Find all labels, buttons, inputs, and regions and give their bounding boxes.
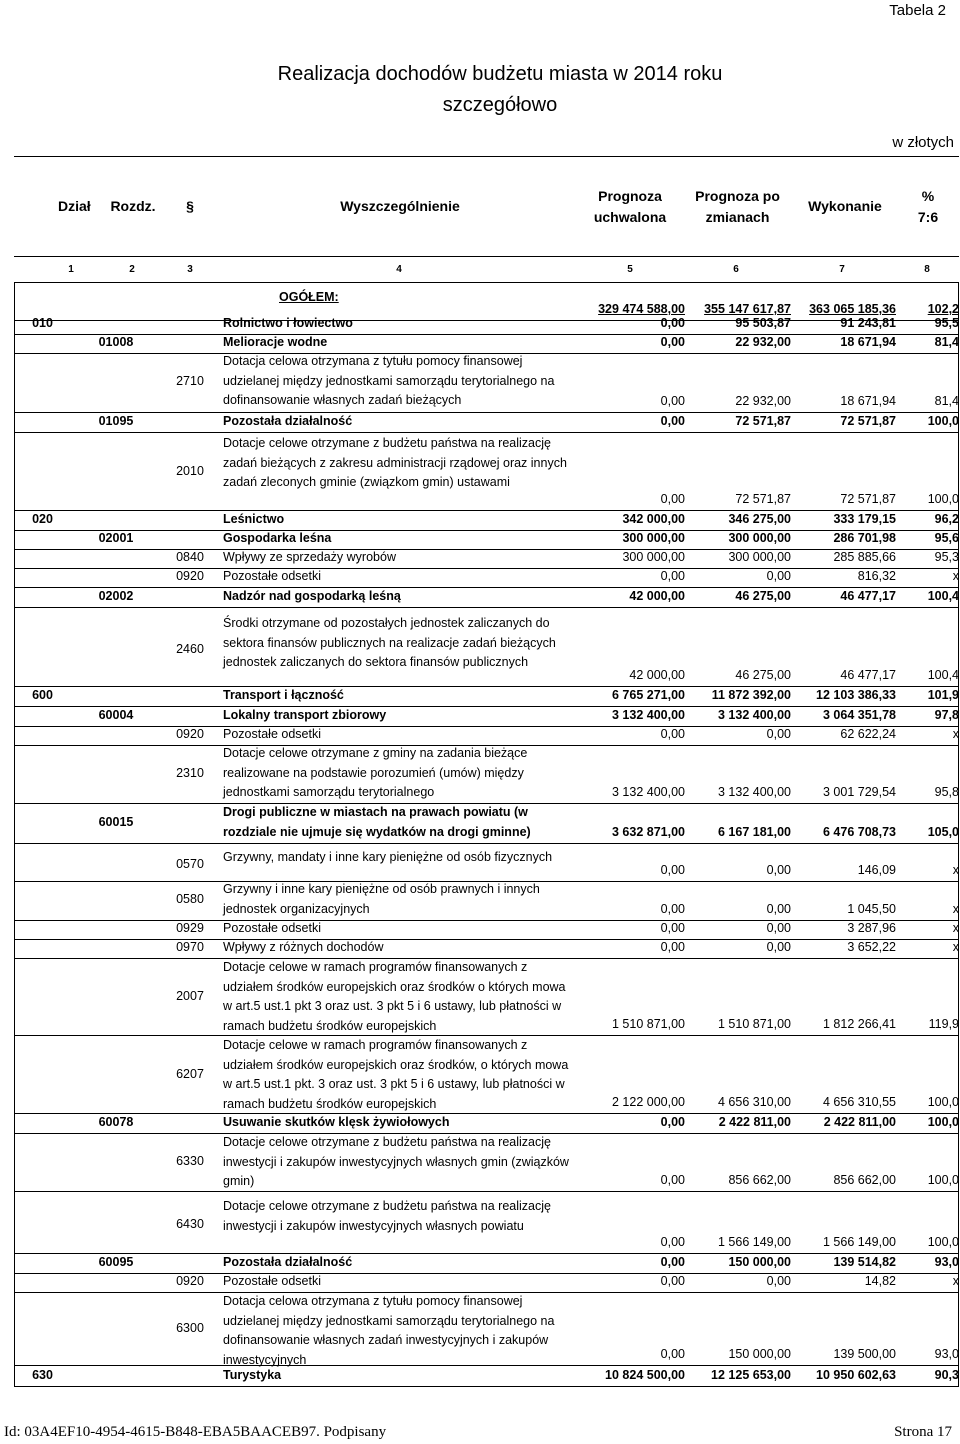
row-divider: [14, 1035, 959, 1036]
wykonanie-value: 18 671,94: [840, 394, 896, 408]
wykonanie-value: 856 662,00: [833, 1173, 896, 1187]
row-description: Lokalny transport zbiorowy: [223, 708, 387, 722]
row-description: OGÓŁEM:: [279, 290, 339, 304]
prognoza-uchwalona-value: 329 474 588,00: [598, 302, 685, 316]
wykonanie-value: 3 287,96: [847, 921, 896, 935]
wykonanie-value: 286 701,98: [833, 531, 896, 545]
dzial-code: 020: [32, 512, 53, 526]
wykonanie-value: 1 812 266,41: [823, 1017, 896, 1031]
paragraph-code: 6330: [176, 1154, 204, 1168]
table-border: [958, 282, 959, 1386]
table-row: [14, 587, 959, 607]
row-divider: [14, 510, 959, 511]
wykonanie-value: 62 622,24: [840, 727, 896, 741]
wykonanie-value: 10 950 602,63: [816, 1368, 896, 1382]
prognoza-uchwalona-value: 2 122 000,00: [612, 1095, 685, 1109]
document-id-footer: Id: 03A4EF10-4954-4615-B848-EBA5BAACEB97. Podpisany: [4, 1424, 387, 1440]
prognoza-po-zmianach-value: 22 932,00: [735, 335, 791, 349]
percent-value: x: [952, 727, 959, 741]
row-description: Środki otrzymane od pozostałych jednostek zaliczanych do sektora finansów publicznych na realizacje zadań bieżących jednostek zaliczanych do sektora finansów publicznych: [223, 616, 556, 669]
rozdzial-code: 60095: [98, 1255, 134, 1269]
prognoza-uchwalona-value: 0,00: [660, 492, 685, 506]
prognoza-po-zmianach-value: 3 132 400,00: [718, 785, 791, 799]
prognoza-uchwalona-value: 0,00: [660, 414, 685, 428]
wykonanie-value: 18 671,94: [840, 335, 896, 349]
wykonanie-value: 139 500,00: [833, 1347, 896, 1361]
wykonanie-value: 46 477,17: [840, 668, 896, 682]
row-divider: [14, 939, 959, 940]
wykonanie-value: 2 422 811,00: [823, 1115, 896, 1129]
prognoza-uchwalona-value: 3 632 871,00: [612, 825, 685, 839]
row-description: Pozostałe odsetki: [223, 921, 321, 935]
prognoza-po-zmianach-value: 300 000,00: [728, 550, 791, 564]
wykonanie-value: 146,09: [857, 863, 896, 877]
col-v4-header-b: 7:6: [917, 209, 939, 225]
col-dzial-header: Dział: [58, 198, 91, 214]
prognoza-po-zmianach-value: 2 422 811,00: [718, 1115, 791, 1129]
prognoza-uchwalona-value: 342 000,00: [622, 512, 685, 526]
col-number-5: 5: [627, 264, 633, 275]
table-row: [14, 919, 959, 939]
percent-value: 100,0: [927, 1235, 959, 1249]
percent-value: 90,3: [934, 1368, 959, 1382]
prognoza-po-zmianach-value: 0,00: [766, 569, 791, 583]
row-divider: [14, 320, 959, 321]
row-divider: [14, 1191, 959, 1192]
prognoza-uchwalona-value: 300 000,00: [622, 531, 685, 545]
row-description: Melioracje wodne: [223, 335, 328, 349]
row-description: Grzywny, mandaty i inne kary pieniężne od osób fizycznych: [223, 850, 553, 864]
percent-value: 95,8: [934, 785, 959, 799]
prognoza-po-zmianach-value: 0,00: [766, 902, 791, 916]
prognoza-po-zmianach-value: 46 275,00: [735, 668, 791, 682]
wykonanie-value: 91 243,81: [840, 316, 896, 330]
percent-value: 95,5: [934, 316, 959, 330]
wykonanie-value: 12 103 386,33: [816, 688, 896, 702]
prognoza-po-zmianach-value: 3 132 400,00: [718, 708, 791, 722]
paragraph-code: 6430: [176, 1217, 204, 1231]
table-row: [14, 1133, 959, 1191]
wykonanie-value: 139 514,82: [833, 1255, 896, 1269]
paragraph-code: 2710: [176, 374, 204, 388]
prognoza-po-zmianach-value: 0,00: [766, 921, 791, 935]
table-row: [14, 352, 959, 412]
table-row: [14, 880, 959, 920]
prognoza-po-zmianach-value: 6 167 181,00: [718, 825, 791, 839]
prognoza-po-zmianach-value: 4 656 310,00: [718, 1095, 791, 1109]
col-number-1: 1: [68, 264, 74, 275]
col-number-7: 7: [839, 264, 845, 275]
percent-value: 102,2: [927, 302, 959, 316]
row-description: Pozostałe odsetki: [223, 1274, 321, 1288]
row-description: Pozostała działalność: [223, 414, 353, 428]
prognoza-uchwalona-value: 0,00: [660, 921, 685, 935]
row-description: Dotacje celowe w ramach programów finansowanych z udziałem środków europejskich oraz środków, o których mowa w art.5 ust.1 pkt. 3 oraz ust. 3 pkt 5 i 6 ustawy, lub płatności w ramach budżetu środków europejskich: [223, 1038, 569, 1111]
prognoza-uchwalona-value: 0,00: [660, 316, 685, 330]
row-divider: [14, 958, 959, 959]
row-description: Pozostała działalność: [223, 1255, 353, 1269]
col-v2-header-a: Prognoza po: [695, 188, 780, 204]
table-row: [14, 686, 959, 706]
row-divider: [14, 706, 959, 707]
row-divider: [14, 1273, 959, 1274]
table-label: Tabela 2: [889, 2, 946, 19]
table-row: [14, 725, 959, 745]
row-description: Wpływy z różnych dochodów: [223, 940, 384, 954]
table-row: [14, 958, 959, 1035]
percent-value: 81,4: [934, 394, 959, 408]
prognoza-po-zmianach-value: 346 275,00: [728, 512, 791, 526]
row-description: Gospodarka leśna: [223, 531, 332, 545]
row-divider: [14, 412, 959, 413]
prognoza-uchwalona-value: 0,00: [660, 727, 685, 741]
prognoza-po-zmianach-value: 355 147 617,87: [704, 302, 791, 316]
wykonanie-value: 46 477,17: [840, 589, 896, 603]
paragraph-code: 2460: [176, 642, 204, 656]
percent-value: 105,0: [927, 825, 959, 839]
wykonanie-value: 1 566 149,00: [823, 1235, 896, 1249]
table-row: [14, 510, 959, 530]
wykonanie-value: 72 571,87: [840, 414, 896, 428]
row-divider: [14, 920, 959, 921]
table-row: [14, 1292, 959, 1365]
col-v2-header-b: zmianach: [705, 209, 770, 225]
paragraph-code: 0920: [176, 1274, 204, 1288]
row-description: Dotacje celowe otrzymane z budżetu państwa na realizację zadań bieżących z zakresu administracji rządowej oraz innych zadań zleconych gminie (związkom gmin) ustawami: [223, 436, 567, 489]
row-divider: [14, 1386, 959, 1387]
percent-value: x: [952, 569, 959, 583]
percent-value: 81,4: [934, 335, 959, 349]
percent-value: 119,9: [928, 1017, 959, 1031]
table-row: [14, 848, 959, 881]
prognoza-po-zmianach-value: 150 000,00: [728, 1347, 791, 1361]
col-paragraph-header: §: [186, 198, 194, 214]
prognoza-uchwalona-value: 3 132 400,00: [612, 708, 685, 722]
row-divider: [14, 607, 959, 608]
prognoza-uchwalona-value: 10 824 500,00: [605, 1368, 685, 1382]
paragraph-code: 2310: [176, 766, 204, 780]
table-row: [14, 529, 959, 549]
rozdzial-code: 60078: [98, 1115, 134, 1129]
table-border: [14, 282, 15, 1386]
prognoza-po-zmianach-value: 0,00: [766, 1274, 791, 1288]
prognoza-po-zmianach-value: 0,00: [766, 727, 791, 741]
rozdzial-code: 02002: [98, 589, 134, 603]
percent-value: 95,6: [934, 531, 959, 545]
prognoza-uchwalona-value: 0,00: [660, 569, 685, 583]
wykonanie-value: 4 656 310,55: [823, 1095, 896, 1109]
prognoza-uchwalona-value: 0,00: [660, 1235, 685, 1249]
wykonanie-value: 3 001 729,54: [823, 785, 896, 799]
table-row: [14, 1253, 959, 1273]
table-row: [14, 1272, 959, 1292]
table-row: [14, 1197, 959, 1253]
row-divider: [14, 686, 959, 687]
row-divider: [14, 530, 959, 531]
row-description: Turystyka: [223, 1368, 282, 1382]
col-number-3: 3: [187, 264, 193, 275]
row-divider: [14, 1253, 959, 1254]
row-description: Dotacja celowa otrzymana z tytułu pomocy finansowej udzielanej między jednostkami samorządu terytorialnego na dofinansowanie własnych zadań bieżących: [223, 354, 555, 407]
table-row: [14, 548, 959, 568]
row-description: Dotacje celowe otrzymane z budżetu państwa na realizację inwestycji i zakupów inwestycyjnych własnych powiatu: [223, 1199, 551, 1233]
prognoza-po-zmianach-value: 72 571,87: [735, 492, 791, 506]
row-description: Grzywny i inne kary pieniężne od osób prawnych i innych jednostek organizacyjnych: [223, 882, 540, 916]
page-number: Strona 17: [894, 1424, 952, 1440]
col-number-6: 6: [733, 264, 739, 275]
row-divider: [14, 726, 959, 727]
col-rozdz-header: Rozdz.: [110, 198, 156, 214]
prognoza-po-zmianach-value: 150 000,00: [728, 1255, 791, 1269]
row-divider: [14, 334, 959, 335]
prognoza-uchwalona-value: 42 000,00: [629, 589, 685, 603]
percent-value: 97,8: [934, 708, 959, 722]
row-description: Wpływy ze sprzedaży wyrobów: [223, 550, 396, 564]
paragraph-code: 0920: [176, 569, 204, 583]
page-subtitle: szczegółowo: [442, 94, 558, 116]
row-divider: [14, 568, 959, 569]
col-number-8: 8: [924, 264, 930, 275]
row-description: Rolnictwo i łowiectwo: [223, 316, 353, 330]
prognoza-po-zmianach-value: 12 125 653,00: [711, 1368, 791, 1382]
row-description: Pozostałe odsetki: [223, 727, 321, 741]
table-row: [14, 744, 959, 803]
table-row: [14, 567, 959, 587]
row-description: Dotacje celowe w ramach programów finansowanych z udziałem środków europejskich oraz środków o których mowa w art.5 ust.1 pkt 3 oraz ust. 3 pkt 5 i 6 ustawy, lub płatności w ramach budżetu środków europejskich: [223, 960, 566, 1033]
paragraph-code: 0929: [176, 921, 204, 935]
prognoza-po-zmianach-value: 72 571,87: [735, 414, 791, 428]
prognoza-uchwalona-value: 0,00: [660, 1255, 685, 1269]
prognoza-uchwalona-value: 42 000,00: [629, 668, 685, 682]
prognoza-uchwalona-value: 0,00: [660, 1115, 685, 1129]
row-description: Dotacja celowa otrzymana z tytułu pomocy finansowej udzielanej między jednostkami samorządu terytorialnego na dofinansowanie własnych zadań inwestycyjnych i zakupów inwestycyjnych: [223, 1294, 555, 1367]
wykonanie-value: 333 179,15: [833, 512, 896, 526]
row-description: Dotacje celowe otrzymane z budżetu państwa na realizację inwestycji i zakupów inwestycyjnych własnych gmin (związków gmin): [223, 1135, 569, 1188]
prognoza-uchwalona-value: 0,00: [660, 940, 685, 954]
wykonanie-value: 816,32: [857, 569, 896, 583]
prognoza-po-zmianach-value: 11 872 392,00: [711, 688, 791, 702]
row-description: Transport i łączność: [223, 688, 344, 702]
prognoza-po-zmianach-value: 0,00: [766, 863, 791, 877]
row-divider: [14, 745, 959, 746]
table-row: [14, 333, 959, 353]
row-divider: [14, 1133, 959, 1134]
row-divider: [14, 1365, 959, 1366]
page-title: Realizacja dochodów budżetu miasta w 2014 roku: [277, 63, 723, 85]
rozdzial-code: 01095: [98, 414, 134, 428]
unit-label: w złotych: [892, 134, 954, 151]
percent-value: 100,0: [927, 492, 959, 506]
row-divider: [14, 1292, 959, 1293]
prognoza-uchwalona-value: 3 132 400,00: [612, 785, 685, 799]
paragraph-code: 0580: [176, 892, 204, 906]
percent-value: 95,3: [934, 550, 959, 564]
row-divider: [14, 803, 959, 804]
percent-value: x: [952, 902, 959, 916]
prognoza-po-zmianach-value: 1 510 871,00: [718, 1017, 791, 1031]
wykonanie-value: 363 065 185,36: [809, 302, 896, 316]
row-divider: [14, 587, 959, 588]
row-divider: [14, 881, 959, 882]
percent-value: 101,9: [927, 688, 959, 702]
col-v4-header-a: %: [921, 188, 935, 204]
paragraph-code: 2010: [176, 464, 204, 478]
dzial-code: 630: [32, 1368, 53, 1382]
prognoza-uchwalona-value: 0,00: [660, 863, 685, 877]
paragraph-code: 0970: [176, 940, 204, 954]
percent-value: 100,0: [927, 1115, 959, 1129]
prognoza-po-zmianach-value: 300 000,00: [728, 531, 791, 545]
wykonanie-value: 6 476 708,73: [823, 825, 896, 839]
row-divider: [14, 353, 959, 354]
prognoza-po-zmianach-value: 46 275,00: [735, 589, 791, 603]
percent-value: x: [952, 921, 959, 935]
col-number-4: 4: [396, 264, 402, 275]
col-v1-header-b: uchwalona: [593, 209, 667, 225]
wykonanie-value: 1 045,50: [847, 902, 896, 916]
percent-value: 100,4: [927, 589, 959, 603]
col-desc-header: Wyszczególnienie: [340, 198, 460, 214]
prognoza-uchwalona-value: 300 000,00: [622, 550, 685, 564]
rozdzial-code: 60015: [98, 815, 134, 829]
prognoza-po-zmianach-value: 22 932,00: [735, 394, 791, 408]
table-row: [14, 434, 959, 510]
prognoza-po-zmianach-value: 95 503,87: [735, 316, 791, 330]
paragraph-code: 0570: [176, 857, 204, 871]
wykonanie-value: 14,82: [864, 1274, 896, 1288]
paragraph-code: 6300: [176, 1321, 204, 1335]
table-row: [14, 1036, 959, 1113]
row-divider: [14, 549, 959, 550]
percent-value: x: [952, 940, 959, 954]
table-row: [14, 614, 959, 686]
rozdzial-code: 02001: [98, 531, 134, 545]
dzial-code: 600: [32, 688, 53, 702]
wykonanie-value: 3 652,22: [847, 940, 896, 954]
paragraph-code: 0920: [176, 727, 204, 741]
percent-value: 100,0: [927, 1173, 959, 1187]
percent-value: 100,0: [927, 1095, 959, 1109]
prognoza-uchwalona-value: 6 765 271,00: [612, 688, 685, 702]
table-row: [14, 314, 959, 334]
percent-value: x: [952, 863, 959, 877]
row-description: Usuwanie skutków klęsk żywiołowych: [223, 1115, 450, 1129]
table-row: [14, 803, 959, 843]
table-row: [14, 412, 959, 432]
col-v3-header: Wykonanie: [808, 198, 882, 214]
dzial-code: 010: [32, 316, 53, 330]
row-description: Nadzór nad gospodarką leśną: [223, 589, 401, 603]
col-number-2: 2: [129, 264, 135, 275]
paragraph-code: 0840: [176, 550, 204, 564]
wykonanie-value: 285 885,66: [833, 550, 896, 564]
percent-value: 100,4: [927, 668, 959, 682]
rozdzial-code: 01008: [98, 335, 134, 349]
prognoza-po-zmianach-value: 856 662,00: [728, 1173, 791, 1187]
percent-value: 96,2: [934, 512, 959, 526]
prognoza-po-zmianach-value: 0,00: [766, 940, 791, 954]
percent-value: 93,0: [934, 1347, 959, 1361]
paragraph-code: 6207: [176, 1067, 204, 1081]
prognoza-uchwalona-value: 0,00: [660, 394, 685, 408]
paragraph-code: 2007: [176, 989, 204, 1003]
table-row: [14, 706, 959, 726]
row-description: Dotacje celowe otrzymane z gminy na zadania bieżące realizowane na podstawie porozumień (umów) między jednostkami samorządu terytorialnego: [223, 746, 528, 799]
prognoza-uchwalona-value: 0,00: [660, 1347, 685, 1361]
prognoza-uchwalona-value: 1 510 871,00: [612, 1017, 685, 1031]
rozdzial-code: 60004: [98, 708, 134, 722]
col-v1-header-a: Prognoza: [598, 188, 662, 204]
percent-value: 93,0: [934, 1255, 959, 1269]
row-divider: [14, 432, 959, 433]
percent-value: 100,0: [927, 414, 959, 428]
wykonanie-value: 3 064 351,78: [823, 708, 896, 722]
row-description: Drogi publiczne w miastach na prawach powiatu (w rozdziale nie ujmuje się wydatków na drogi gminne): [223, 805, 531, 839]
row-divider: [14, 1113, 959, 1114]
table-row: [14, 1366, 959, 1386]
wykonanie-value: 72 571,87: [840, 492, 896, 506]
percent-value: x: [952, 1274, 959, 1288]
row-description: Pozostałe odsetki: [223, 569, 321, 583]
table-row: [14, 938, 959, 958]
row-divider: [14, 843, 959, 844]
prognoza-uchwalona-value: 0,00: [660, 1173, 685, 1187]
prognoza-uchwalona-value: 0,00: [660, 902, 685, 916]
row-description: Leśnictwo: [223, 512, 285, 526]
table-row: [14, 1113, 959, 1133]
prognoza-uchwalona-value: 0,00: [660, 1274, 685, 1288]
prognoza-po-zmianach-value: 1 566 149,00: [718, 1235, 791, 1249]
prognoza-uchwalona-value: 0,00: [660, 335, 685, 349]
